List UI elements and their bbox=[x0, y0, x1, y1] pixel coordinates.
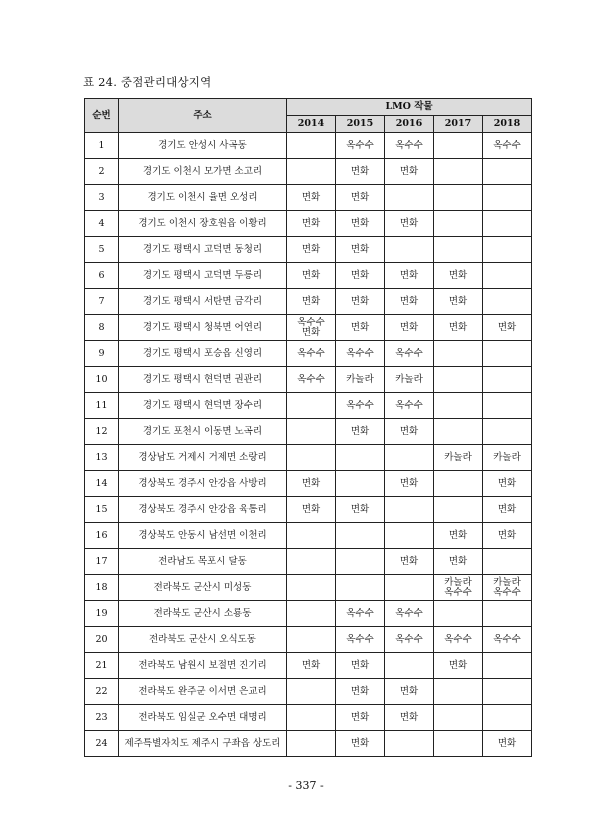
row-number: 18 bbox=[85, 575, 119, 601]
crop-cell-2015: 면화 bbox=[336, 237, 385, 263]
table-row bbox=[85, 679, 532, 705]
table-row bbox=[85, 653, 532, 679]
crop-cell-2015: 옥수수 bbox=[336, 133, 385, 159]
address-cell: 전라북도 군산시 소룡동 bbox=[119, 601, 287, 627]
row-number: 10 bbox=[85, 367, 119, 393]
crop-cell-2014 bbox=[287, 731, 336, 757]
address-cell: 경기도 평택시 현덕면 장수리 bbox=[119, 393, 287, 419]
row-number: 21 bbox=[85, 653, 119, 679]
crop-cell-2016 bbox=[385, 653, 434, 679]
crop-cell-2018 bbox=[483, 263, 532, 289]
address-cell: 경상남도 거제시 거제면 소랑리 bbox=[119, 445, 287, 471]
crop-cell-2018 bbox=[483, 289, 532, 315]
header-year-2014: 2014 bbox=[287, 116, 336, 133]
crop-cell-2017: 카놀라 옥수수 bbox=[434, 575, 483, 601]
table-row bbox=[85, 705, 532, 731]
crop-cell-2015 bbox=[336, 471, 385, 497]
crop-cell-2017 bbox=[434, 211, 483, 237]
table-row bbox=[85, 601, 532, 627]
crop-cell-2016 bbox=[385, 497, 434, 523]
table-row bbox=[85, 133, 532, 159]
address-cell: 경기도 평택시 고덕면 두릉리 bbox=[119, 263, 287, 289]
crop-cell-2018 bbox=[483, 159, 532, 185]
address-cell: 경기도 이천시 율면 오성리 bbox=[119, 185, 287, 211]
crop-cell-2017: 카놀라 bbox=[434, 445, 483, 471]
row-number: 4 bbox=[85, 211, 119, 237]
table-row bbox=[85, 237, 532, 263]
crop-cell-2016 bbox=[385, 731, 434, 757]
crop-cell-2017: 면화 bbox=[434, 289, 483, 315]
crop-cell-2016: 면화 bbox=[385, 289, 434, 315]
crop-cell-2017 bbox=[434, 133, 483, 159]
crop-cell-2017 bbox=[434, 159, 483, 185]
page-number: - 337 - bbox=[288, 779, 324, 792]
crop-cell-2016: 옥수수 bbox=[385, 341, 434, 367]
address-cell: 경상북도 경주시 안강읍 육통리 bbox=[119, 497, 287, 523]
crop-cell-2018: 옥수수 bbox=[483, 627, 532, 653]
row-number: 5 bbox=[85, 237, 119, 263]
table-row bbox=[85, 575, 532, 601]
row-number: 3 bbox=[85, 185, 119, 211]
crop-cell-2016: 옥수수 bbox=[385, 601, 434, 627]
crop-cell-2016 bbox=[385, 523, 434, 549]
table-row bbox=[85, 419, 532, 445]
row-number: 12 bbox=[85, 419, 119, 445]
crop-cell-2017 bbox=[434, 393, 483, 419]
crop-cell-2014: 옥수수 bbox=[287, 367, 336, 393]
crop-cell-2018: 면화 bbox=[483, 731, 532, 757]
header-year-2016: 2016 bbox=[385, 116, 434, 133]
crop-cell-2017: 면화 bbox=[434, 653, 483, 679]
crop-cell-2018: 카놀라 옥수수 bbox=[483, 575, 532, 601]
row-number: 17 bbox=[85, 549, 119, 575]
crop-cell-2016: 면화 bbox=[385, 263, 434, 289]
crop-cell-2018 bbox=[483, 419, 532, 445]
crop-cell-2014: 면화 bbox=[287, 289, 336, 315]
row-number: 8 bbox=[85, 315, 119, 341]
crop-cell-2016: 면화 bbox=[385, 419, 434, 445]
crop-cell-2016: 면화 bbox=[385, 315, 434, 341]
crop-cell-2018 bbox=[483, 237, 532, 263]
row-number: 2 bbox=[85, 159, 119, 185]
crop-cell-2014 bbox=[287, 575, 336, 601]
crop-cell-2018 bbox=[483, 341, 532, 367]
crop-cell-2015 bbox=[336, 523, 385, 549]
crop-cell-2014 bbox=[287, 445, 336, 471]
priority-area-table bbox=[84, 98, 532, 757]
crop-cell-2017 bbox=[434, 185, 483, 211]
table-row bbox=[85, 289, 532, 315]
crop-cell-2016: 면화 bbox=[385, 211, 434, 237]
crop-cell-2014 bbox=[287, 601, 336, 627]
crop-cell-2017 bbox=[434, 497, 483, 523]
crop-cell-2017 bbox=[434, 679, 483, 705]
crop-cell-2018 bbox=[483, 653, 532, 679]
crop-cell-2016: 옥수수 bbox=[385, 393, 434, 419]
address-cell: 전라북도 남원시 보절면 진기리 bbox=[119, 653, 287, 679]
crop-cell-2015: 옥수수 bbox=[336, 341, 385, 367]
crop-cell-2018: 면화 bbox=[483, 315, 532, 341]
row-number: 6 bbox=[85, 263, 119, 289]
address-cell: 경기도 이천시 모가면 소고리 bbox=[119, 159, 287, 185]
header-year-2015: 2015 bbox=[336, 116, 385, 133]
crop-cell-2015: 면화 bbox=[336, 211, 385, 237]
row-number: 15 bbox=[85, 497, 119, 523]
crop-cell-2016 bbox=[385, 185, 434, 211]
crop-cell-2015: 카놀라 bbox=[336, 367, 385, 393]
crop-cell-2018 bbox=[483, 705, 532, 731]
crop-cell-2014 bbox=[287, 393, 336, 419]
crop-cell-2014: 면화 bbox=[287, 185, 336, 211]
crop-cell-2016: 카놀라 bbox=[385, 367, 434, 393]
crop-cell-2015: 면화 bbox=[336, 419, 385, 445]
row-number: 23 bbox=[85, 705, 119, 731]
crop-cell-2015 bbox=[336, 549, 385, 575]
crop-cell-2016: 옥수수 bbox=[385, 627, 434, 653]
table-row bbox=[85, 731, 532, 757]
crop-cell-2017 bbox=[434, 601, 483, 627]
row-number: 9 bbox=[85, 341, 119, 367]
address-cell: 전라북도 임실군 오수면 대명리 bbox=[119, 705, 287, 731]
table-row bbox=[85, 393, 532, 419]
table-row bbox=[85, 211, 532, 237]
crop-cell-2016 bbox=[385, 445, 434, 471]
crop-cell-2018 bbox=[483, 211, 532, 237]
crop-cell-2014: 면화 bbox=[287, 237, 336, 263]
row-number: 14 bbox=[85, 471, 119, 497]
crop-cell-2015: 면화 bbox=[336, 185, 385, 211]
crop-cell-2015: 면화 bbox=[336, 731, 385, 757]
table-row bbox=[85, 549, 532, 575]
table-row bbox=[85, 367, 532, 393]
crop-cell-2015: 면화 bbox=[336, 289, 385, 315]
crop-cell-2017: 면화 bbox=[434, 523, 483, 549]
table-row bbox=[85, 445, 532, 471]
table-row bbox=[85, 627, 532, 653]
crop-cell-2015: 옥수수 bbox=[336, 601, 385, 627]
crop-cell-2018 bbox=[483, 679, 532, 705]
crop-cell-2017 bbox=[434, 237, 483, 263]
table-body bbox=[85, 133, 532, 757]
crop-cell-2018: 면화 bbox=[483, 497, 532, 523]
row-number: 1 bbox=[85, 133, 119, 159]
crop-cell-2018: 면화 bbox=[483, 471, 532, 497]
address-cell: 전라남도 목포시 달동 bbox=[119, 549, 287, 575]
crop-cell-2018: 옥수수 bbox=[483, 133, 532, 159]
crop-cell-2017: 면화 bbox=[434, 549, 483, 575]
crop-cell-2014 bbox=[287, 549, 336, 575]
crop-cell-2014 bbox=[287, 419, 336, 445]
crop-cell-2018: 카놀라 bbox=[483, 445, 532, 471]
address-cell: 제주특별자치도 제주시 구좌읍 상도리 bbox=[119, 731, 287, 757]
address-cell: 전라북도 군산시 오식도동 bbox=[119, 627, 287, 653]
table-row bbox=[85, 523, 532, 549]
crop-cell-2014: 면화 bbox=[287, 497, 336, 523]
table-row bbox=[85, 341, 532, 367]
address-cell: 경기도 안성시 사곡동 bbox=[119, 133, 287, 159]
address-cell: 전라북도 군산시 미성동 bbox=[119, 575, 287, 601]
crop-cell-2018 bbox=[483, 185, 532, 211]
row-number: 20 bbox=[85, 627, 119, 653]
address-cell: 경기도 평택시 청북면 어연리 bbox=[119, 315, 287, 341]
crop-cell-2017 bbox=[434, 419, 483, 445]
address-cell: 경상북도 안동시 남선면 이천리 bbox=[119, 523, 287, 549]
table-row bbox=[85, 263, 532, 289]
header-year-2018: 2018 bbox=[483, 116, 532, 133]
address-cell: 경기도 평택시 현덕면 권관리 bbox=[119, 367, 287, 393]
header-lmo-crops: LMO 작물 bbox=[287, 99, 532, 116]
crop-cell-2014: 면화 bbox=[287, 653, 336, 679]
crop-cell-2015: 면화 bbox=[336, 705, 385, 731]
table-row bbox=[85, 159, 532, 185]
row-number: 7 bbox=[85, 289, 119, 315]
table-row bbox=[85, 185, 532, 211]
crop-cell-2018 bbox=[483, 393, 532, 419]
address-cell: 경기도 포천시 이동면 노곡리 bbox=[119, 419, 287, 445]
crop-cell-2018 bbox=[483, 549, 532, 575]
crop-cell-2016: 면화 bbox=[385, 705, 434, 731]
crop-cell-2014: 옥수수 면화 bbox=[287, 315, 336, 341]
header-no: 순번 bbox=[85, 99, 119, 133]
crop-cell-2015: 옥수수 bbox=[336, 393, 385, 419]
crop-cell-2014 bbox=[287, 133, 336, 159]
header-address: 주소 bbox=[119, 99, 287, 133]
crop-cell-2015: 면화 bbox=[336, 315, 385, 341]
table-row bbox=[85, 471, 532, 497]
crop-cell-2018: 면화 bbox=[483, 523, 532, 549]
crop-cell-2014: 옥수수 bbox=[287, 341, 336, 367]
crop-cell-2016: 면화 bbox=[385, 471, 434, 497]
crop-cell-2017 bbox=[434, 705, 483, 731]
row-number: 13 bbox=[85, 445, 119, 471]
address-cell: 전라북도 완주군 이서면 은교리 bbox=[119, 679, 287, 705]
address-cell: 경기도 평택시 포승읍 신영리 bbox=[119, 341, 287, 367]
row-number: 11 bbox=[85, 393, 119, 419]
crop-cell-2016 bbox=[385, 237, 434, 263]
crop-cell-2014 bbox=[287, 679, 336, 705]
crop-cell-2014 bbox=[287, 705, 336, 731]
crop-cell-2015 bbox=[336, 575, 385, 601]
row-number: 24 bbox=[85, 731, 119, 757]
crop-cell-2016: 면화 bbox=[385, 549, 434, 575]
row-number: 16 bbox=[85, 523, 119, 549]
crop-cell-2016: 면화 bbox=[385, 679, 434, 705]
crop-cell-2015: 면화 bbox=[336, 159, 385, 185]
crop-cell-2014 bbox=[287, 627, 336, 653]
crop-cell-2018 bbox=[483, 367, 532, 393]
table-row bbox=[85, 315, 532, 341]
crop-cell-2017: 면화 bbox=[434, 263, 483, 289]
header-year-2017: 2017 bbox=[434, 116, 483, 133]
crop-cell-2017: 옥수수 bbox=[434, 627, 483, 653]
crop-cell-2015: 면화 bbox=[336, 679, 385, 705]
address-cell: 경기도 평택시 고덕면 동청리 bbox=[119, 237, 287, 263]
table-row bbox=[85, 497, 532, 523]
crop-cell-2017 bbox=[434, 731, 483, 757]
crop-cell-2017 bbox=[434, 471, 483, 497]
crop-cell-2015: 옥수수 bbox=[336, 627, 385, 653]
crop-cell-2014: 면화 bbox=[287, 211, 336, 237]
crop-cell-2014 bbox=[287, 523, 336, 549]
crop-cell-2014: 면화 bbox=[287, 471, 336, 497]
crop-cell-2014 bbox=[287, 159, 336, 185]
crop-cell-2015: 면화 bbox=[336, 653, 385, 679]
table-caption: 표 24. 중점관리대상지역 bbox=[83, 75, 212, 89]
crop-cell-2016: 옥수수 bbox=[385, 133, 434, 159]
crop-cell-2015 bbox=[336, 445, 385, 471]
crop-cell-2016 bbox=[385, 575, 434, 601]
address-cell: 경상북도 경주시 안강읍 사방리 bbox=[119, 471, 287, 497]
crop-cell-2016: 면화 bbox=[385, 159, 434, 185]
crop-cell-2018 bbox=[483, 601, 532, 627]
address-cell: 경기도 평택시 서탄면 금각리 bbox=[119, 289, 287, 315]
row-number: 22 bbox=[85, 679, 119, 705]
crop-cell-2017: 면화 bbox=[434, 315, 483, 341]
crop-cell-2014: 면화 bbox=[287, 263, 336, 289]
row-number: 19 bbox=[85, 601, 119, 627]
crop-cell-2015: 면화 bbox=[336, 497, 385, 523]
crop-cell-2017 bbox=[434, 367, 483, 393]
crop-cell-2017 bbox=[434, 341, 483, 367]
crop-cell-2015: 면화 bbox=[336, 263, 385, 289]
address-cell: 경기도 이천시 장호원읍 이황리 bbox=[119, 211, 287, 237]
